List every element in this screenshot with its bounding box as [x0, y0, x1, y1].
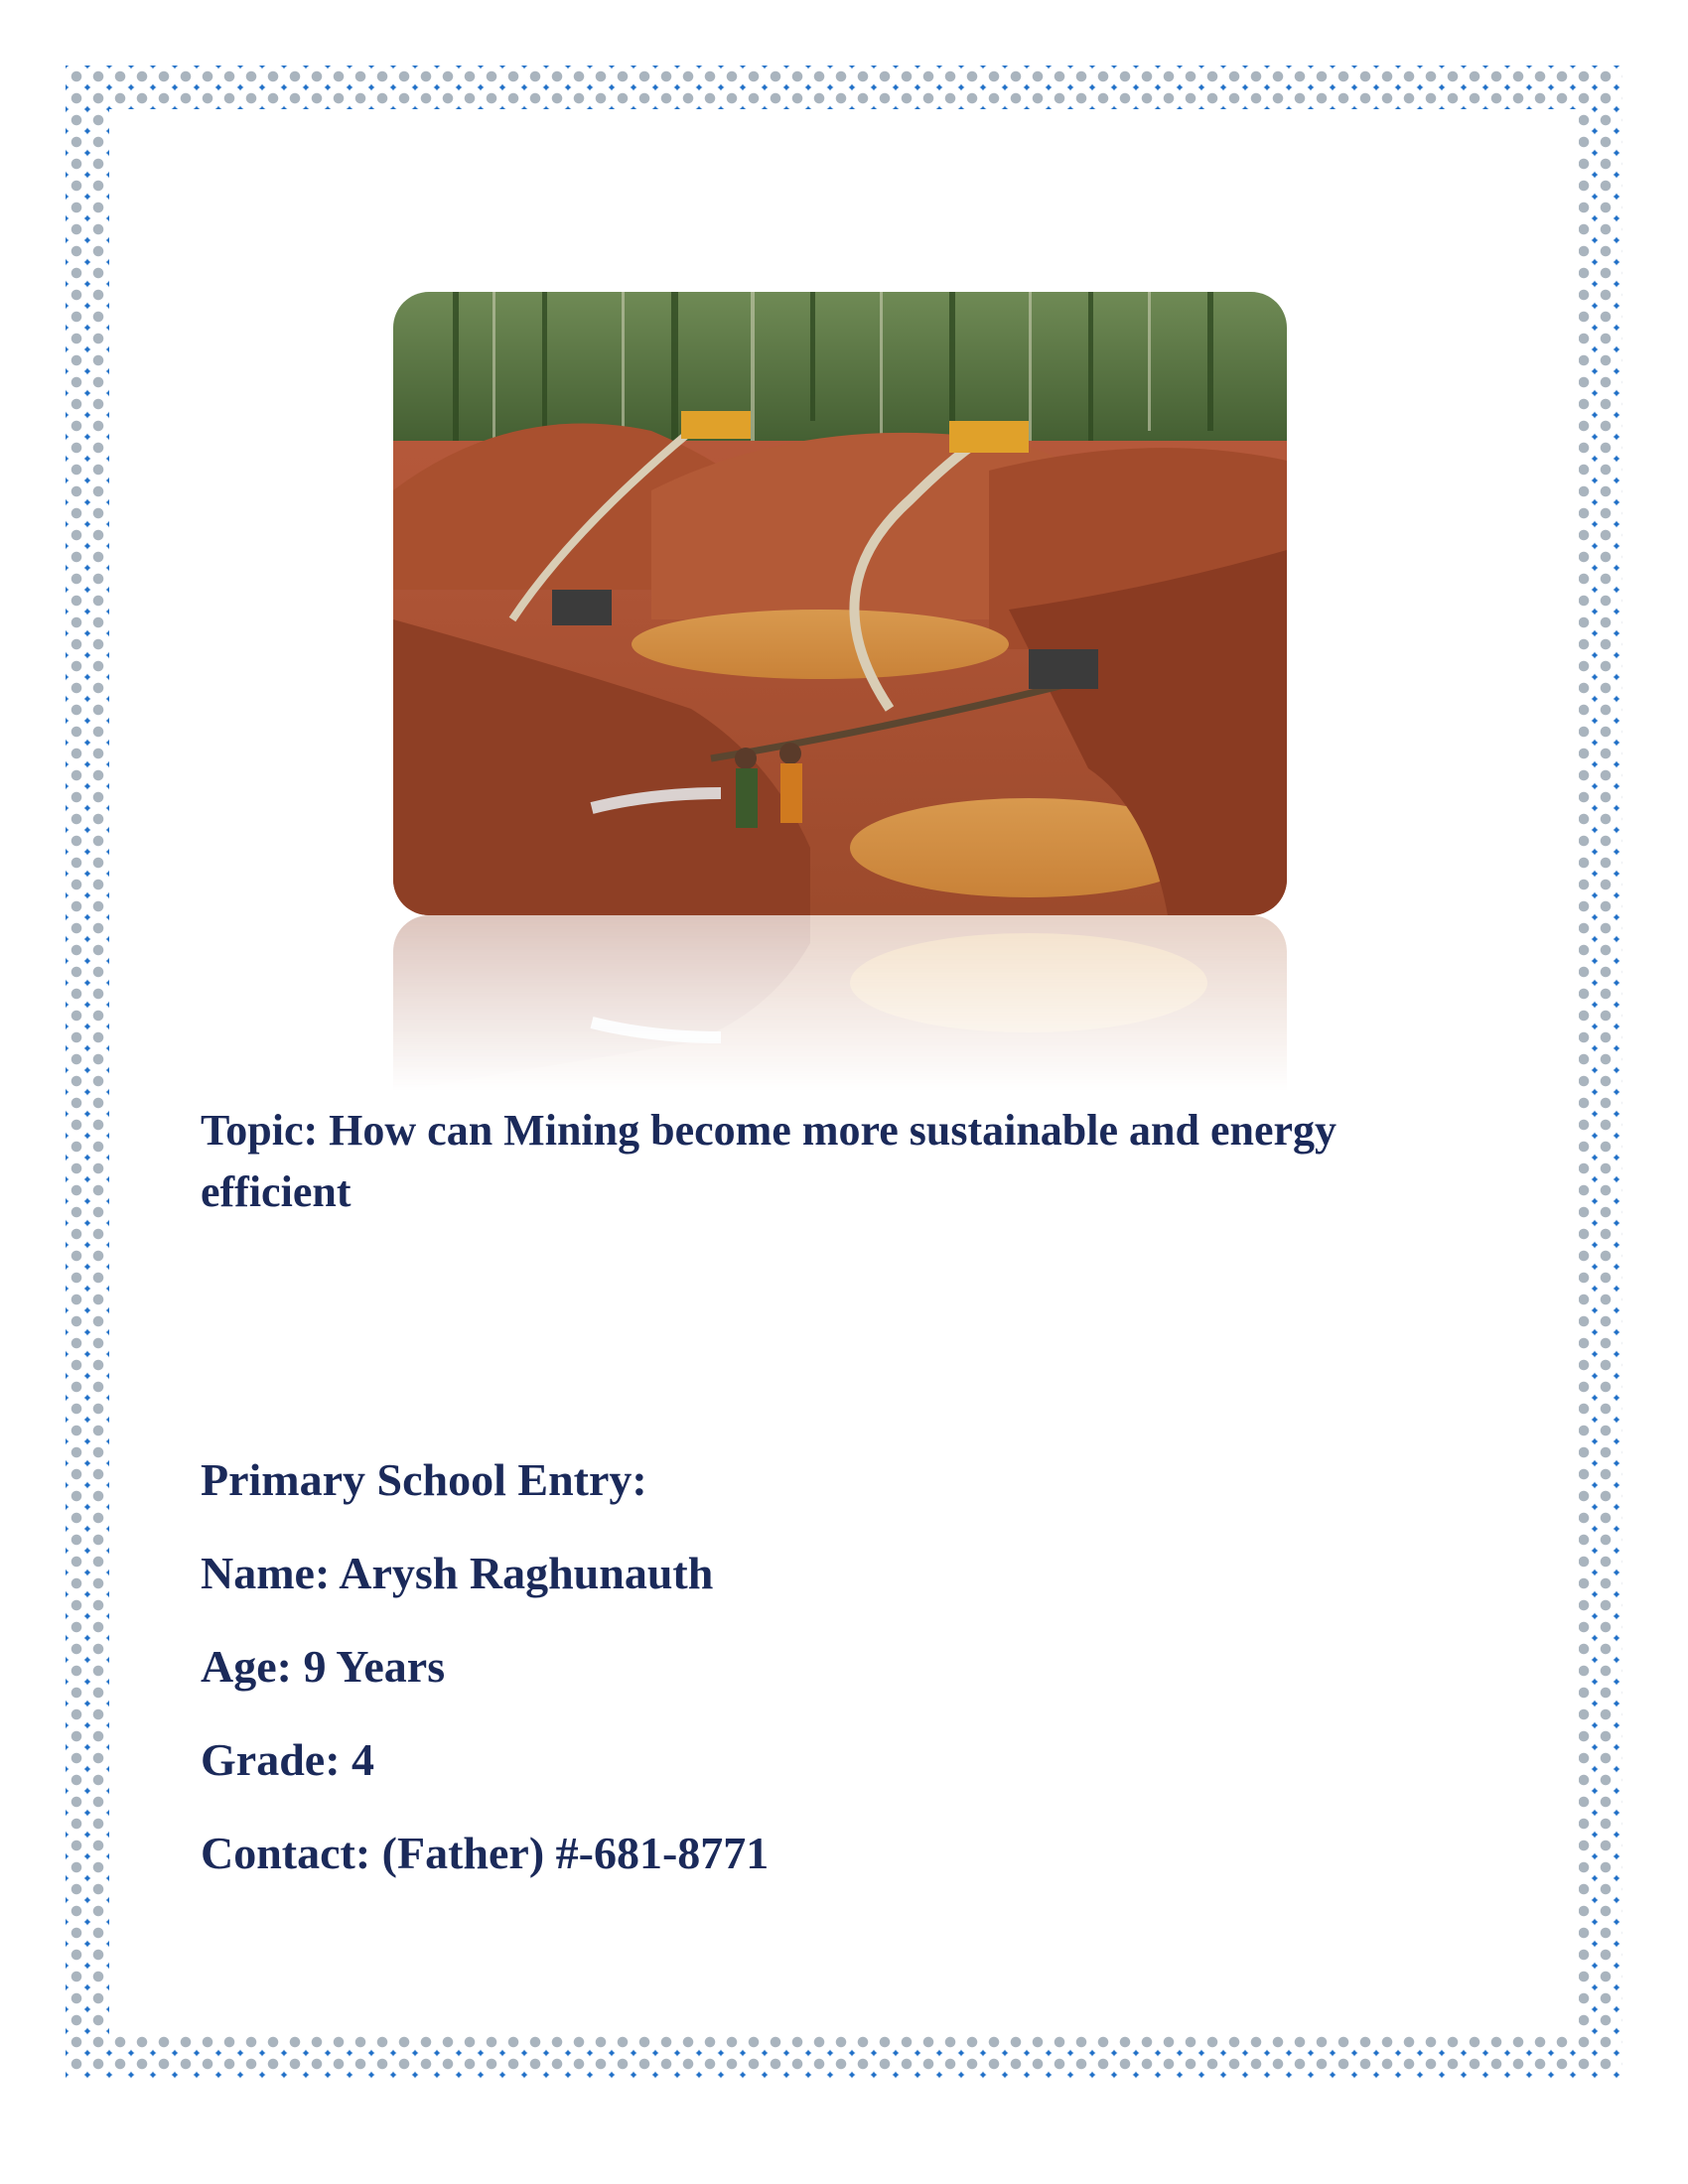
entrant-name: Name: Arysh Raghunauth — [201, 1548, 714, 1598]
photo-reflection — [393, 915, 1287, 1092]
topic-heading: Topic: How can Mining become more sustainable and energy efficient — [201, 1106, 1337, 1216]
mining-scene-illustration — [393, 292, 1287, 915]
entry-category: Primary School Entry: — [201, 1454, 647, 1505]
reflection-illustration — [393, 915, 1287, 1092]
entrant-contact: Contact: (Father) #-681-8771 — [201, 1828, 770, 1878]
mining-site-photo — [393, 292, 1287, 915]
entrant-age: Age: 9 Years — [201, 1641, 446, 1692]
entrant-grade: Grade: 4 — [201, 1734, 375, 1785]
